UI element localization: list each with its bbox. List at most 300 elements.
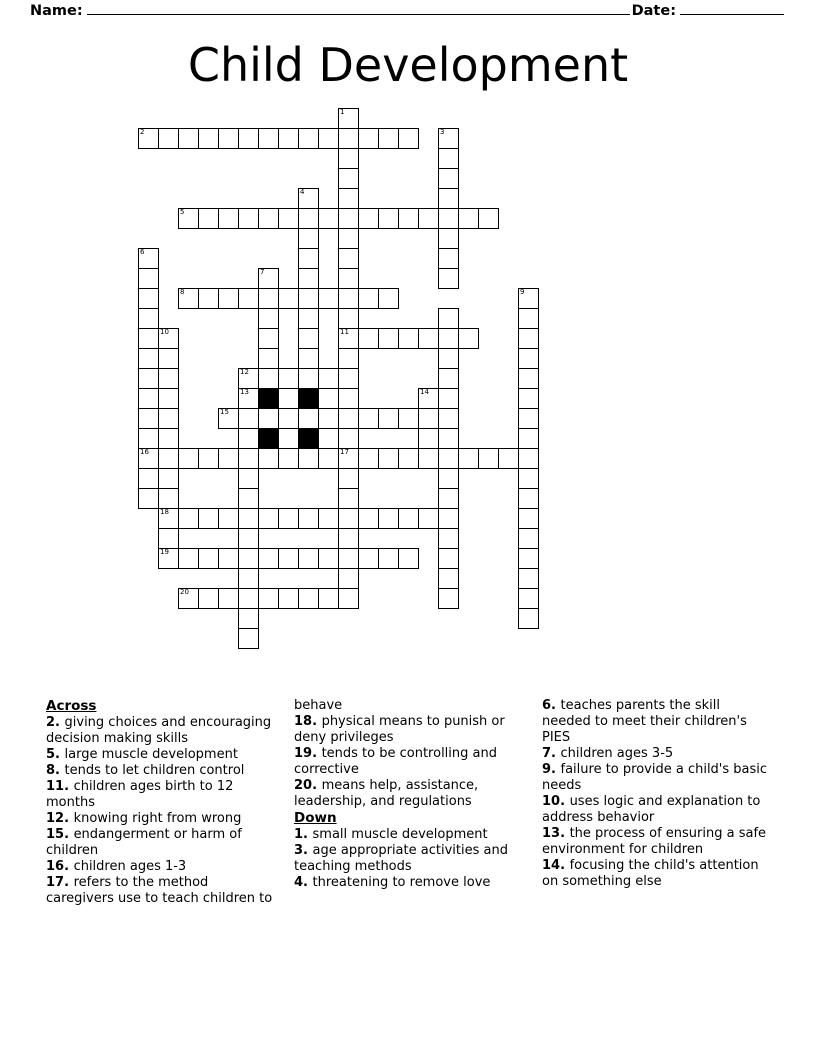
grid-cell[interactable] [158,388,179,409]
grid-cell[interactable] [318,388,339,409]
grid-cell[interactable] [378,288,399,309]
grid-cell[interactable] [198,128,219,149]
clue-text: uses logic and explanation to address behavior [542,794,761,825]
grid-cell[interactable] [238,548,259,569]
grid-cell-number: 9 [520,288,525,296]
grid-cell[interactable] [438,208,459,229]
clue-item [542,746,770,762]
grid-cell[interactable] [418,328,439,349]
grid-cell[interactable] [278,388,299,409]
grid-cell[interactable] [518,488,539,509]
grid-cell[interactable] [158,448,179,469]
grid-cell[interactable] [338,168,359,189]
grid-cell[interactable] [218,408,239,429]
grid-cell[interactable] [198,508,219,529]
clue-item [542,762,770,794]
grid-cell[interactable] [298,328,319,349]
date-write-line[interactable] [680,2,784,15]
grid-cell[interactable] [338,148,359,169]
grid-cell[interactable] [178,548,199,569]
clue-item [542,698,770,746]
grid-cell[interactable] [298,448,319,469]
grid-cell-number: 2 [140,128,145,136]
grid-cell[interactable] [238,388,259,409]
grid-cell[interactable] [438,528,459,549]
grid-cell[interactable] [418,408,439,429]
grid-cell[interactable] [258,508,279,529]
clue-item [294,746,522,778]
grid-cell[interactable] [138,328,159,349]
grid-cell[interactable] [438,248,459,269]
grid-cell[interactable] [338,568,359,589]
grid-cell[interactable] [138,448,159,469]
grid-cell[interactable] [258,448,279,469]
grid-cell[interactable] [158,528,179,549]
grid-cell[interactable] [338,388,359,409]
grid-cell[interactable] [358,548,379,569]
grid-cell[interactable] [138,388,159,409]
grid-cell[interactable] [198,448,219,469]
grid-cell-number: 7 [260,268,265,276]
grid-cell[interactable] [278,208,299,229]
grid-cell[interactable] [378,128,399,149]
clue-number: 8. [46,763,65,778]
page-title: Child Development [187,38,629,92]
grid-cell[interactable] [338,368,359,389]
grid-cell[interactable] [138,128,159,149]
grid-cell[interactable] [338,308,359,329]
grid-cell[interactable] [338,328,359,349]
clue-item [294,714,522,746]
grid-cell[interactable] [258,208,279,229]
clue-item [294,778,522,810]
grid-cell-number: 17 [340,448,349,456]
grid-cell[interactable] [138,308,159,329]
name-write-line[interactable] [87,2,630,15]
grid-cell[interactable] [318,448,339,469]
grid-cell[interactable] [338,508,359,529]
clue-item [46,715,274,747]
grid-cell[interactable] [438,328,459,349]
grid-cell[interactable] [358,128,379,149]
grid-cell[interactable] [278,428,299,449]
grid-cell[interactable] [298,368,319,389]
grid-cell[interactable] [278,408,299,429]
clue-text: age appropriate activities and teaching methods [294,843,508,874]
clue-item [46,747,274,763]
clue-number: 20. [294,778,322,793]
grid-cell[interactable] [338,408,359,429]
grid-cell[interactable] [378,408,399,429]
grid-cell[interactable] [238,528,259,549]
clue-item [542,858,770,890]
grid-cell[interactable] [178,288,199,309]
grid-cell[interactable] [258,128,279,149]
grid-cell[interactable] [358,328,379,349]
grid-cell[interactable] [438,408,459,429]
clue-number: 1. [294,827,313,842]
clue-number: 18. [294,714,322,729]
clue-item [294,875,522,891]
grid-cell[interactable] [318,128,339,149]
grid-cell[interactable] [518,468,539,489]
grid-cell-number: 11 [340,328,349,336]
grid-cell[interactable] [178,208,199,229]
grid-cell[interactable] [358,448,379,469]
grid-cell[interactable] [518,408,539,429]
grid-cell[interactable] [138,488,159,509]
clue-number: 14. [542,858,570,873]
grid-cell[interactable] [318,548,339,569]
grid-cell[interactable] [258,288,279,309]
clue-text: focusing the child's attention on something else [542,858,759,889]
clue-number: 15. [46,827,74,842]
grid-cell[interactable] [298,588,319,609]
grid-cell-number: 12 [240,368,249,376]
grid-cell[interactable] [438,388,459,409]
grid-cell[interactable] [378,328,399,349]
clue-text: threatening to remove love [312,875,491,890]
grid-cell[interactable] [298,308,319,329]
grid-cell[interactable] [518,328,539,349]
grid-cell[interactable] [338,488,359,509]
grid-cell[interactable] [438,568,459,589]
clue-number: 7. [542,746,561,761]
grid-cell[interactable] [318,588,339,609]
grid-cell[interactable] [178,508,199,529]
grid-cell[interactable] [318,428,339,449]
grid-cell[interactable] [438,228,459,249]
crossword-grid[interactable] [138,108,678,688]
grid-cell[interactable] [458,448,479,469]
grid-cell[interactable] [518,528,539,549]
clue-text: children ages 3-5 [560,746,674,761]
grid-cell[interactable] [518,568,539,589]
grid-cell[interactable] [418,428,439,449]
grid-cell[interactable] [438,188,459,209]
clue-number: 6. [542,698,561,713]
grid-cell[interactable] [438,168,459,189]
grid-cell[interactable] [258,268,279,289]
grid-cell[interactable] [398,548,419,569]
grid-cell[interactable] [198,208,219,229]
grid-cell[interactable] [298,288,319,309]
grid-cell[interactable] [358,288,379,309]
grid-cell[interactable] [298,128,319,149]
grid-cell[interactable] [378,208,399,229]
grid-cell[interactable] [378,448,399,469]
grid-cell[interactable] [518,448,539,469]
grid-cell[interactable] [178,588,199,609]
grid-cell-number: 5 [180,208,185,216]
clue-item [46,827,274,859]
grid-cell[interactable] [138,408,159,429]
grid-cell[interactable] [218,288,239,309]
grid-cell[interactable] [518,308,539,329]
grid-cell[interactable] [298,188,319,209]
clue-text: endangerment or harm of children [46,827,242,858]
grid-cell[interactable] [318,208,339,229]
grid-cell[interactable] [238,368,259,389]
name-label: Name: [30,3,83,19]
grid-cell[interactable] [278,288,299,309]
across-heading: Across [46,698,97,714]
grid-cell[interactable] [138,368,159,389]
grid-cell[interactable] [278,508,299,529]
grid-cell[interactable] [238,468,259,489]
clue-item [46,763,274,779]
grid-cell[interactable] [158,488,179,509]
grid-cell[interactable] [258,408,279,429]
clue-item [46,779,274,811]
grid-cell[interactable] [398,208,419,229]
clue-text: means help, assistance, leadership, and regulations [294,778,479,809]
worksheet-header [30,2,786,19]
grid-cell[interactable] [418,388,439,409]
clue-text: refers to the method caregivers use to teach children to behave [46,698,343,906]
grid-cell[interactable] [438,488,459,509]
grid-cell[interactable] [198,288,219,309]
grid-cell[interactable] [258,368,279,389]
clue-number: 2. [46,715,65,730]
grid-cell[interactable] [138,288,159,309]
grid-cell[interactable] [338,128,359,149]
grid-cell[interactable] [318,508,339,529]
grid-cell[interactable] [318,408,339,429]
grid-block [258,428,279,449]
crossword-grid-container [0,108,816,688]
grid-cell[interactable] [158,368,179,389]
grid-cell[interactable] [298,228,319,249]
grid-cell[interactable] [298,548,319,569]
grid-cell[interactable] [478,448,499,469]
grid-cell[interactable] [338,108,359,129]
clue-item [46,859,274,875]
grid-cell[interactable] [238,508,259,529]
grid-cell[interactable] [278,448,299,469]
grid-cell[interactable] [278,588,299,609]
grid-cell[interactable] [138,468,159,489]
grid-cell[interactable] [158,408,179,429]
grid-cell[interactable] [258,348,279,369]
clue-text: failure to provide a child's basic needs [542,762,768,793]
clue-number: 12. [46,811,74,826]
clue-text: tends to let children control [64,763,245,778]
grid-cell[interactable] [218,588,239,609]
grid-cell[interactable] [238,208,259,229]
grid-cell[interactable] [238,488,259,509]
grid-cell[interactable] [398,448,419,469]
clue-text: knowing right from wrong [73,811,242,826]
grid-cell[interactable] [158,508,179,529]
grid-cell[interactable] [438,368,459,389]
grid-cell[interactable] [518,288,539,309]
grid-cell[interactable] [238,128,259,149]
grid-cell[interactable] [438,308,459,329]
grid-cell[interactable] [378,508,399,529]
grid-cell[interactable] [238,408,259,429]
grid-cell[interactable] [338,428,359,449]
grid-cell[interactable] [238,608,259,629]
clue-number: 17. [46,875,74,890]
grid-cell[interactable] [478,208,499,229]
grid-cell[interactable] [298,208,319,229]
grid-cell[interactable] [438,468,459,489]
grid-cell[interactable] [238,428,259,449]
clue-number: 3. [294,843,313,858]
grid-cell[interactable] [418,508,439,529]
grid-cell[interactable] [238,448,259,469]
grid-cell-number: 10 [160,328,169,336]
grid-cell[interactable] [438,548,459,569]
clue-text: large muscle development [64,747,238,762]
clue-number: 16. [46,859,74,874]
grid-cell[interactable] [238,288,259,309]
grid-cell[interactable] [238,628,259,649]
grid-cell[interactable] [238,568,259,589]
grid-cell[interactable] [338,448,359,469]
grid-cell[interactable] [418,208,439,229]
grid-cell[interactable] [138,428,159,449]
clue-number: 4. [294,875,313,890]
grid-cell[interactable] [458,208,479,229]
grid-cell-number: 15 [220,408,229,416]
grid-cell[interactable] [258,548,279,569]
grid-cell[interactable] [338,288,359,309]
grid-cell[interactable] [278,548,299,569]
grid-cell[interactable] [438,268,459,289]
grid-cell-number: 14 [420,388,429,396]
grid-cell[interactable] [298,348,319,369]
clue-item [542,826,770,858]
grid-cell[interactable] [358,508,379,529]
grid-cell[interactable] [158,468,179,489]
grid-cell[interactable] [338,248,359,269]
grid-cell[interactable] [438,448,459,469]
grid-cell[interactable] [138,268,159,289]
grid-cell-number: 3 [440,128,445,136]
grid-cell[interactable] [278,368,299,389]
grid-cell[interactable] [338,268,359,289]
date-label: Date: [631,3,676,19]
clue-text: children ages birth to 12 months [46,779,234,810]
clue-item [294,843,522,875]
grid-cell[interactable] [338,528,359,549]
grid-cell[interactable] [418,448,439,469]
grid-cell[interactable] [198,548,219,569]
grid-cell[interactable] [338,468,359,489]
clue-number: 5. [46,747,65,762]
grid-cell[interactable] [298,408,319,429]
clue-text: small muscle development [312,827,488,842]
grid-cell[interactable] [438,508,459,529]
grid-cell-number: 1 [340,108,345,116]
grid-cell[interactable] [278,128,299,149]
grid-cell[interactable] [218,548,239,569]
grid-cell[interactable] [138,248,159,269]
grid-cell[interactable] [158,428,179,449]
clue-item [294,827,522,843]
grid-cell[interactable] [338,588,359,609]
grid-cell[interactable] [518,508,539,529]
grid-cell[interactable] [458,328,479,349]
clue-text: tends to be controlling and corrective [294,746,497,777]
grid-cell[interactable] [518,548,539,569]
clue-number: 13. [542,826,570,841]
grid-cell[interactable] [438,128,459,149]
grid-cell[interactable] [438,428,459,449]
grid-cell[interactable] [338,348,359,369]
grid-cell[interactable] [338,208,359,229]
grid-cell[interactable] [438,348,459,369]
grid-cell[interactable] [438,588,459,609]
grid-cell-number: 18 [160,508,169,516]
grid-cell[interactable] [158,128,179,149]
grid-cell[interactable] [518,608,539,629]
grid-cell[interactable] [298,268,319,289]
grid-cell[interactable] [358,408,379,429]
grid-cell[interactable] [298,248,319,269]
grid-cell[interactable] [518,388,539,409]
down-heading: Down [294,810,337,826]
grid-cell[interactable] [338,228,359,249]
grid-cell-number: 8 [180,288,185,296]
grid-cell[interactable] [518,588,539,609]
grid-cell[interactable] [498,448,519,469]
grid-cell[interactable] [338,188,359,209]
grid-cell[interactable] [158,548,179,569]
grid-cell[interactable] [218,508,239,529]
grid-cell-number: 19 [160,548,169,556]
grid-cell[interactable] [178,128,199,149]
clue-number: 19. [294,746,322,761]
grid-cell[interactable] [218,208,239,229]
grid-cell[interactable] [258,328,279,349]
grid-cell[interactable] [198,588,219,609]
grid-cell[interactable] [398,328,419,349]
grid-cell-number: 20 [180,588,189,596]
grid-cell[interactable] [178,448,199,469]
grid-cell[interactable] [358,208,379,229]
grid-cell-number: 6 [140,248,145,256]
grid-cell[interactable] [518,368,539,389]
grid-cell[interactable] [218,128,239,149]
grid-cell[interactable] [378,548,399,569]
grid-cell[interactable] [258,308,279,329]
grid-cell[interactable] [138,348,159,369]
grid-cell[interactable] [518,428,539,449]
grid-cell[interactable] [398,408,419,429]
grid-cell-number: 13 [240,388,249,396]
clue-text: physical means to punish or deny privileges [294,714,505,745]
grid-cell[interactable] [218,448,239,469]
grid-cell[interactable] [158,348,179,369]
clue-text: the process of ensuring a safe environment for children [542,826,767,857]
grid-cell[interactable] [298,508,319,529]
grid-cell[interactable] [258,588,279,609]
grid-cell[interactable] [398,508,419,529]
grid-cell[interactable] [338,548,359,569]
clue-text: children ages 1-3 [73,859,187,874]
grid-cell[interactable] [238,588,259,609]
clue-number: 9. [542,762,561,777]
grid-cell[interactable] [318,288,339,309]
grid-cell[interactable] [518,348,539,369]
grid-cell[interactable] [318,368,339,389]
grid-cell[interactable] [398,128,419,149]
grid-cell[interactable] [158,328,179,349]
grid-cell[interactable] [438,148,459,169]
